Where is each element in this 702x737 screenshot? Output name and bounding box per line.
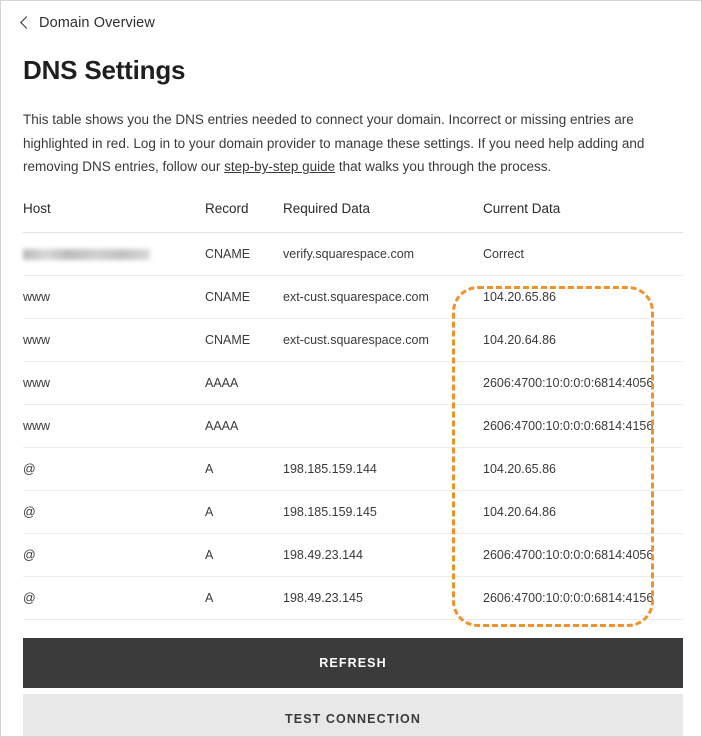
- cell-required-data: [283, 404, 483, 447]
- table-row: [23, 447, 683, 490]
- cell-required-data: verify.squarespace.com: [283, 232, 483, 275]
- table-row: [23, 232, 683, 275]
- cell-required-data: 198.49.23.144: [283, 533, 483, 576]
- table-row: [23, 533, 683, 576]
- table-header-row: [23, 201, 683, 233]
- cell-required-data: 198.185.159.145: [283, 490, 483, 533]
- cell-record-type: CNAME: [205, 232, 283, 275]
- cell-current-data: 2606:4700:10:0:0:0:6814:4156: [483, 576, 683, 619]
- cell-current-data: 104.20.65.86: [483, 447, 683, 490]
- table-row: [23, 404, 683, 447]
- column-header-current-data: Current Data: [483, 201, 683, 233]
- cell-host: www: [23, 275, 205, 318]
- cell-record-type: CNAME: [205, 318, 283, 361]
- cell-record-type: A: [205, 576, 283, 619]
- dns-records-table: [23, 201, 683, 620]
- cell-current-data: 2606:4700:10:0:0:0:6814:4056: [483, 361, 683, 404]
- cell-record-type: AAAA: [205, 404, 283, 447]
- cell-current-data: Correct: [483, 232, 683, 275]
- cell-current-data: 104.20.65.86: [483, 275, 683, 318]
- cell-required-data: ext-cust.squarespace.com: [283, 275, 483, 318]
- intro-text-end: that walks you through the process.: [335, 159, 552, 175]
- cell-host: www: [23, 404, 205, 447]
- back-to-domain-overview[interactable]: [1, 1, 701, 37]
- table-row: [23, 318, 683, 361]
- cell-host: www: [23, 361, 205, 404]
- cell-host: @: [23, 490, 205, 533]
- cell-required-data: ext-cust.squarespace.com: [283, 318, 483, 361]
- table-row: [23, 361, 683, 404]
- cell-record-type: A: [205, 490, 283, 533]
- refresh-button[interactable]: REFRESH: [23, 638, 683, 688]
- cell-required-data: 198.49.23.145: [283, 576, 483, 619]
- table-row: [23, 275, 683, 318]
- intro-paragraph: [23, 108, 683, 179]
- cell-host: @: [23, 447, 205, 490]
- cell-record-type: A: [205, 447, 283, 490]
- chevron-left-icon: [19, 17, 31, 29]
- cell-host: [23, 232, 205, 275]
- back-label: Domain Overview: [39, 15, 155, 31]
- column-header-record: Record: [205, 201, 283, 233]
- action-buttons: [23, 638, 683, 737]
- redacted-host-value: [23, 249, 150, 260]
- cell-host: @: [23, 533, 205, 576]
- test-connection-button[interactable]: TEST CONNECTION: [23, 694, 683, 737]
- cell-required-data: [283, 361, 483, 404]
- cell-current-data: 2606:4700:10:0:0:0:6814:4056: [483, 533, 683, 576]
- cell-current-data: 104.20.64.86: [483, 490, 683, 533]
- cell-host: @: [23, 576, 205, 619]
- column-header-required-data: Required Data: [283, 201, 483, 233]
- cell-host: www: [23, 318, 205, 361]
- table-row: [23, 490, 683, 533]
- cell-required-data: 198.185.159.144: [283, 447, 483, 490]
- cell-current-data: 104.20.64.86: [483, 318, 683, 361]
- step-by-step-guide-link[interactable]: step-by-step guide: [224, 159, 336, 175]
- cell-record-type: CNAME: [205, 275, 283, 318]
- table-row: [23, 576, 683, 619]
- cell-current-data: 2606:4700:10:0:0:0:6814:4156: [483, 404, 683, 447]
- intro-text-start: This table shows you the DNS entries needed to connect your domain. Incorrect or missing entries are highlighted in red. Log in to your domain provider to manage these settings. If you need help adding and removing DNS entries, follow our: [23, 112, 645, 175]
- cell-record-type: A: [205, 533, 283, 576]
- cell-record-type: AAAA: [205, 361, 283, 404]
- page-title: DNS Settings: [23, 55, 186, 85]
- column-header-host: Host: [23, 201, 205, 233]
